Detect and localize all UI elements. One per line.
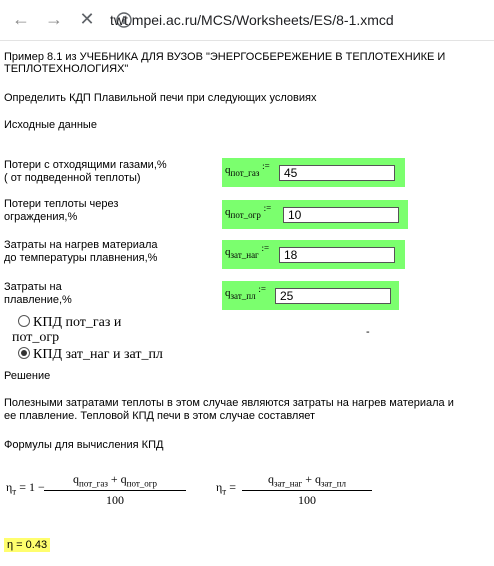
input4-var: $q_{зат\_пл}$ :=: [225, 284, 266, 302]
address-bar[interactable]: [110, 6, 494, 34]
task-text: Определить КДП Плавильной печи при следующих условиях: [4, 92, 317, 104]
paragraph-line1: Полезными затратами теплоты в этом случае являются затраты на нагрев материала и: [4, 397, 454, 409]
dash-mark: -: [366, 326, 370, 338]
back-arrow-icon[interactable]: ←: [12, 9, 30, 29]
radio2-label: КПД зат_наг и зат_пл: [33, 347, 163, 362]
radio-circle[interactable]: [18, 315, 30, 327]
formula1-fraction: $q_{пот\_газ} + q_{пот\_огр}$ 100: [44, 472, 186, 508]
formula2-fraction: $q_{зат\_наг} + q_{зат\_пл}$ 100: [242, 472, 372, 508]
radio-kpd-zat[interactable]: [18, 347, 163, 363]
worksheet: [0, 40, 494, 566]
title-line2: ТЕПЛОТЕХНОЛОГИЯХ": [4, 63, 129, 75]
input4-label2: плавление,%: [4, 294, 72, 306]
input3-field[interactable]: [279, 247, 395, 263]
formula1-lhs: $\eta_т = 1$ −: [6, 480, 45, 497]
formula2-lhs: $\eta_т$ =: [216, 480, 236, 497]
input3-region: [222, 240, 405, 269]
input1-field[interactable]: [279, 165, 395, 181]
input3-var: $q_{зат\_наг}$ :=: [225, 243, 270, 261]
input3-label2: до температуры плавнения,%: [4, 252, 158, 264]
input4-label1: Затраты на: [4, 281, 62, 293]
input2-label1: Потери теплоты через: [4, 198, 119, 210]
radio1-label1: КПД пот_газ и: [33, 315, 122, 330]
input4-field[interactable]: [275, 288, 391, 304]
input4-region: [222, 281, 399, 310]
input1-region: [222, 158, 405, 187]
input2-region: [222, 200, 408, 229]
result-value: η = 0.43: [4, 538, 50, 552]
forward-arrow-icon[interactable]: →: [45, 9, 63, 29]
input2-field[interactable]: [283, 207, 399, 223]
input3-label1: Затраты на нагрев материала: [4, 239, 158, 251]
input2-label2: ограждения,%: [4, 211, 78, 223]
formulas-title: Формулы для вычисления КПД: [4, 439, 164, 451]
title-line1: Пример 8.1 из УЧЕБНИКА ДЛЯ ВУЗОВ "ЭНЕРГОСБЕРЕЖЕНИЕ В ТЕПЛОТЕХНИКЕ И: [4, 51, 446, 63]
radio-kpd-pot[interactable]: [18, 315, 121, 331]
input1-label2: ( от подведенной теплоты): [4, 172, 141, 184]
radio1-label2: пот_огр: [12, 330, 60, 345]
input1-var: $q_{пот\_газ}$ :=: [225, 161, 270, 179]
input1-label1: Потери с отходящими газами,%: [4, 159, 167, 171]
input2-var: $q_{пот\_огр}$ :=: [225, 203, 272, 221]
radio-circle-selected[interactable]: [18, 347, 30, 359]
stop-loading-icon[interactable]: ✕: [79, 9, 95, 29]
url-text: twt.mpei.ac.ru/MCS/Worksheets/ES/8-1.xmcd: [110, 12, 394, 28]
paragraph-line2: ее плавление. Тепловой КПД печи в этом случае составляет: [4, 410, 316, 422]
source-data-heading: Исходные данные: [4, 119, 97, 131]
solution-heading: Решение: [4, 370, 51, 382]
browser-toolbar: [0, 0, 494, 41]
